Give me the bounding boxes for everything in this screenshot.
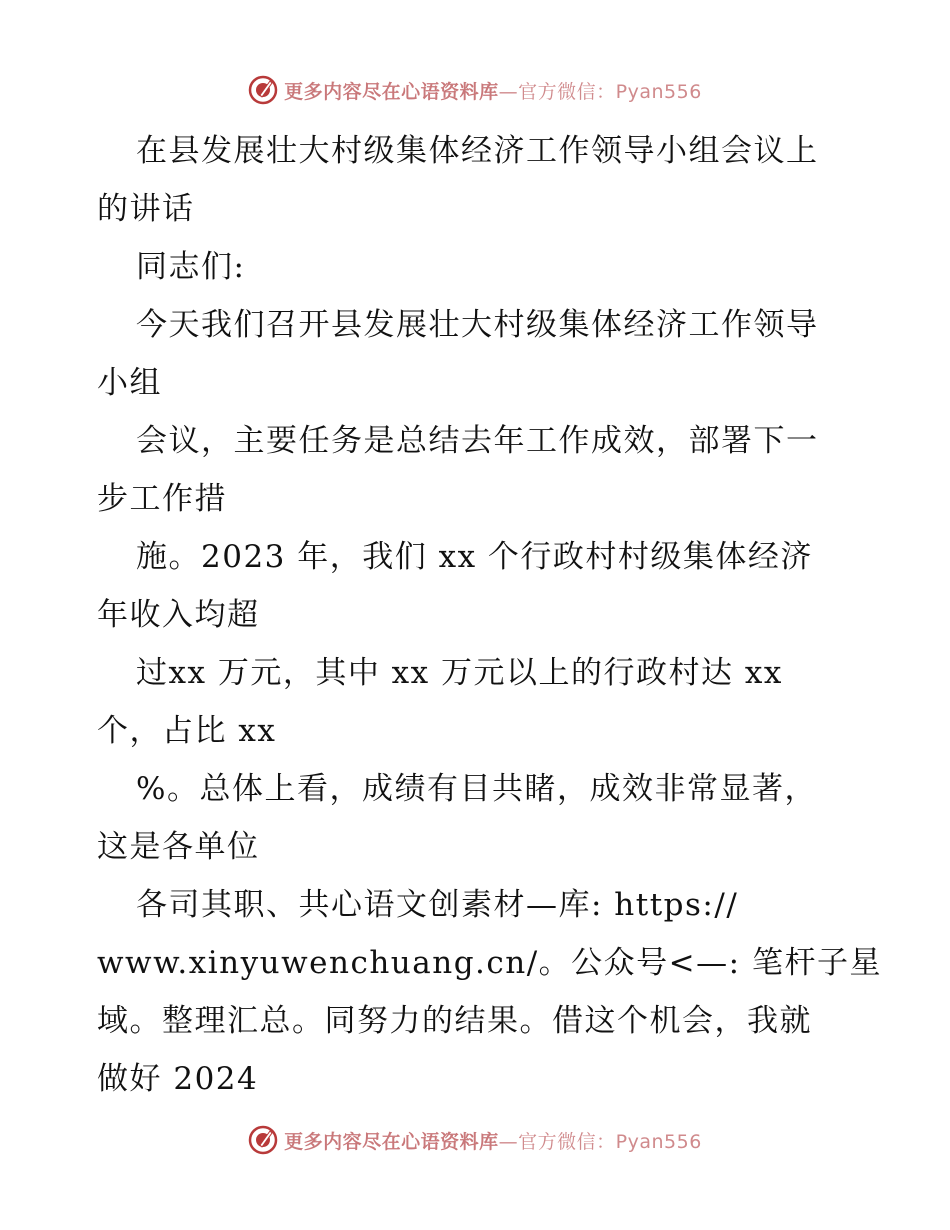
paragraph-line: %。总体上看，成绩有目共睹，成效非常显著， bbox=[136, 771, 817, 807]
paragraph-line: 施。2023 年，我们 xx 个行政村村级集体经济 bbox=[136, 539, 813, 575]
header-banner-main: 更多内容尽在心语资料库 bbox=[284, 80, 499, 103]
paragraph-line: 各司其职、共心语文创素材—库: https:// bbox=[136, 887, 739, 923]
paragraph-line: 这是各单位 bbox=[97, 829, 260, 865]
document-body bbox=[97, 122, 882, 1108]
header-banner-text bbox=[284, 77, 702, 104]
header-banner-tail: —官方微信：Pyan556 bbox=[498, 80, 702, 103]
footer-banner-text bbox=[284, 1127, 702, 1154]
paragraph-line: 域。整理汇总。同努力的结果。借这个机会，我就 bbox=[97, 1003, 812, 1039]
paragraph-line: 过xx 万元，其中 xx 万元以上的行政村达 xx bbox=[136, 655, 783, 691]
footer-banner-main: 更多内容尽在心语资料库 bbox=[284, 1130, 499, 1153]
title-line-1: 在县发展壮大村级集体经济工作领导小组会议上 bbox=[136, 133, 819, 169]
footer-banner-tail: —官方微信：Pyan556 bbox=[498, 1130, 702, 1153]
paragraph-line: 年收入均超 bbox=[97, 597, 260, 633]
title-line-2: 的讲话 bbox=[97, 191, 195, 227]
brand-logo-icon bbox=[248, 75, 278, 105]
salutation: 同志们: bbox=[136, 249, 246, 285]
footer-banner bbox=[0, 1120, 950, 1160]
paragraph-line: 步工作措 bbox=[97, 481, 227, 517]
paragraph-line: www.xinyuwenchuang.cn/。公众号<—: 笔杆子星 bbox=[97, 945, 882, 981]
paragraph-line: 个，占比 xx bbox=[97, 713, 277, 749]
paragraph-line: 小组 bbox=[97, 365, 162, 401]
paragraph-line: 会议，主要任务是总结去年工作成效，部署下一 bbox=[136, 423, 819, 459]
paragraph-line: 做好 2024 bbox=[97, 1061, 259, 1097]
header-banner bbox=[0, 70, 950, 110]
brand-logo-icon bbox=[248, 1125, 278, 1155]
paragraph-line: 今天我们召开县发展壮大村级集体经济工作领导 bbox=[136, 307, 819, 343]
